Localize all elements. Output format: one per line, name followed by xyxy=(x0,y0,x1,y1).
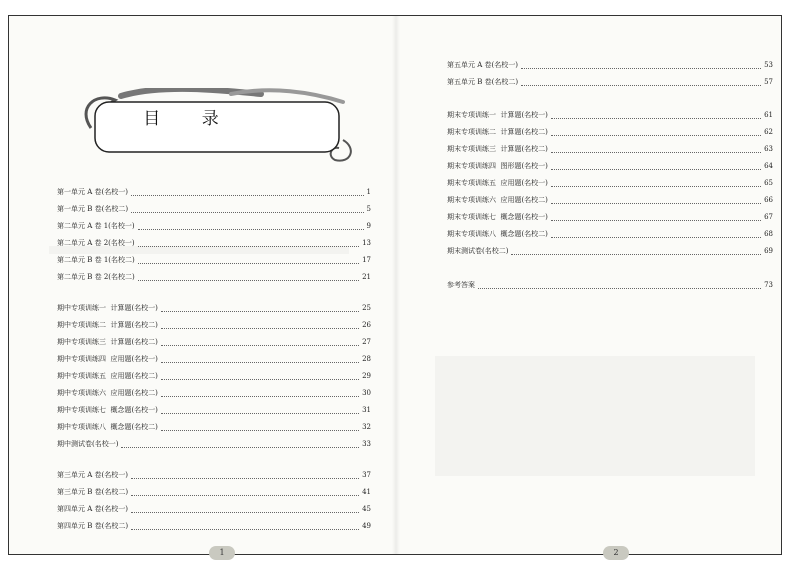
toc-entry-label: 第五单元 B 卷(名校二) xyxy=(447,78,519,86)
toc-leader-dots xyxy=(551,128,761,136)
toc-entry-label: 第一单元 B 卷(名校二) xyxy=(57,205,129,213)
toc-leader-dots xyxy=(551,230,761,238)
toc-entry xyxy=(57,502,371,516)
toc-entry-page: 21 xyxy=(362,273,371,281)
toc-entry-label: 期末专项训练五 应用题(名校一) xyxy=(447,179,548,187)
toc-entry xyxy=(57,219,371,233)
toc-entry-page: 53 xyxy=(764,61,773,69)
toc-entry-page: 66 xyxy=(764,196,773,204)
toc-entry-label: 期末专项训练三 计算题(名校二) xyxy=(447,145,548,153)
toc-entry-page: 37 xyxy=(362,471,371,479)
toc-entry-page: 62 xyxy=(764,128,773,136)
left-page xyxy=(9,16,395,557)
toc-entry-page: 28 xyxy=(362,355,371,363)
toc-leader-dots xyxy=(551,213,761,221)
toc-entry-label: 期中专项训练七 概念题(名校一) xyxy=(57,406,158,414)
toc-leader-dots xyxy=(521,61,761,69)
toc-entry-page: 27 xyxy=(362,338,371,346)
toc-leader-dots xyxy=(138,222,364,230)
toc-entry-label: 第二单元 A 卷 1(名校一) xyxy=(57,222,135,230)
toc-entry-page: 57 xyxy=(764,78,773,86)
book-spread xyxy=(8,15,782,555)
toc-leader-dots xyxy=(161,338,359,346)
toc-entry xyxy=(447,244,773,258)
toc-leader-dots xyxy=(131,205,363,213)
toc-leader-dots xyxy=(138,239,359,247)
toc-entry-page: 29 xyxy=(362,372,371,380)
toc-entry-page: 9 xyxy=(366,222,371,230)
toc-leader-dots xyxy=(551,179,761,187)
toc-entry xyxy=(57,335,371,349)
toc-leader-dots xyxy=(161,406,359,414)
toc-entry xyxy=(447,176,773,190)
toc-entry xyxy=(447,210,773,224)
toc-entry-label: 期末专项训练七 概念题(名校一) xyxy=(447,213,548,221)
toc-entry xyxy=(57,420,371,434)
toc-entry-page: 67 xyxy=(764,213,773,221)
toc-entry-label: 第一单元 A 卷(名校一) xyxy=(57,188,128,196)
toc-leader-dots xyxy=(161,372,359,380)
toc-entry xyxy=(57,352,371,366)
toc-leader-dots xyxy=(138,256,359,264)
toc-entry xyxy=(57,437,371,451)
toc-entry-label: 期中测试卷(名校一) xyxy=(57,440,119,448)
toc-leader-dots xyxy=(131,505,359,513)
toc-entry xyxy=(57,468,371,482)
toc-entry xyxy=(447,125,773,139)
toc-entry-page: 64 xyxy=(764,162,773,170)
toc-entry xyxy=(57,301,371,315)
toc-entry xyxy=(57,519,371,533)
page-number: 1 xyxy=(209,546,235,560)
toc-entry xyxy=(57,318,371,332)
toc-entry xyxy=(447,75,773,89)
toc-entry-page: 5 xyxy=(366,205,371,213)
toc-entry-label: 期中专项训练三 计算题(名校二) xyxy=(57,338,158,346)
toc-entry-label: 期中专项训练二 计算题(名校二) xyxy=(57,321,158,329)
toc-entry-label: 期中专项训练八 概念题(名校二) xyxy=(57,423,158,431)
toc-entry-page: 33 xyxy=(362,440,371,448)
toc-entry-page: 25 xyxy=(362,304,371,312)
toc-entry-page: 41 xyxy=(362,488,371,496)
toc-entry-label: 第四单元 A 卷(名校一) xyxy=(57,505,128,513)
toc-entry-label: 期末专项训练四 图形题(名校一) xyxy=(447,162,548,170)
toc-entry-label: 期末专项训练二 计算题(名校二) xyxy=(447,128,548,136)
toc-entry xyxy=(447,159,773,173)
toc-leader-dots xyxy=(131,488,359,496)
toc-entry-page: 61 xyxy=(764,111,773,119)
toc-entry xyxy=(57,369,371,383)
toc-leader-dots xyxy=(131,471,359,479)
toc-entry-page: 17 xyxy=(362,256,371,264)
toc-entry-label: 第二单元 B 卷 2(名校二) xyxy=(57,273,135,281)
toc-entry-page: 63 xyxy=(764,145,773,153)
toc-entry xyxy=(57,202,371,216)
toc-entry xyxy=(57,485,371,499)
toc-entry-page: 26 xyxy=(362,321,371,329)
toc-entry-page: 31 xyxy=(362,406,371,414)
toc-entry-label: 第三单元 B 卷(名校二) xyxy=(57,488,129,496)
toc-entry-page: 1 xyxy=(366,188,371,196)
toc-leader-dots xyxy=(138,273,359,281)
toc-leader-dots xyxy=(161,423,359,431)
toc-entry-label: 参考答案 xyxy=(447,281,475,289)
toc-entry-label: 第五单元 A 卷(名校一) xyxy=(447,61,518,69)
toc-entry-label: 期中专项训练一 计算题(名校一) xyxy=(57,304,158,312)
toc-entry-label: 第四单元 B 卷(名校二) xyxy=(57,522,129,530)
toc-entry-label: 第三单元 A 卷(名校一) xyxy=(57,471,128,479)
toc-entry-label: 第二单元 A 卷 2(名校一) xyxy=(57,239,135,247)
toc-entry xyxy=(447,58,773,72)
toc-entry-label: 第二单元 B 卷 1(名校二) xyxy=(57,256,135,264)
toc-entry-page: 30 xyxy=(362,389,371,397)
toc-entry xyxy=(447,108,773,122)
toc-leader-dots xyxy=(478,281,761,289)
toc-entry xyxy=(57,185,371,199)
toc-entry-page: 45 xyxy=(362,505,371,513)
toc-entry-label: 期末专项训练一 计算题(名校一) xyxy=(447,111,548,119)
toc-leader-dots xyxy=(161,355,359,363)
toc-leader-dots xyxy=(161,389,359,397)
toc-entry-page: 73 xyxy=(764,281,773,289)
toc-leader-dots xyxy=(131,188,364,196)
toc-entry-page: 13 xyxy=(362,239,371,247)
page-number: 2 xyxy=(603,546,629,560)
toc-entry xyxy=(57,403,371,417)
toc-leader-dots xyxy=(551,145,761,153)
toc-leader-dots xyxy=(161,321,359,329)
toc-leader-dots xyxy=(131,522,359,530)
toc-entry xyxy=(57,270,371,284)
toc-entry xyxy=(447,227,773,241)
toc-entry xyxy=(447,193,773,207)
toc-entry-label: 期中专项训练六 应用题(名校二) xyxy=(57,389,158,397)
toc-leader-dots xyxy=(551,196,761,204)
toc-entry-page: 68 xyxy=(764,230,773,238)
toc-leader-dots xyxy=(551,111,761,119)
toc-leader-dots xyxy=(121,440,359,448)
toc-entry-label: 期末专项训练八 概念题(名校二) xyxy=(447,230,548,238)
toc-leader-dots xyxy=(521,78,761,86)
toc-entry xyxy=(57,253,371,267)
toc-entry-page: 65 xyxy=(764,179,773,187)
toc-entry xyxy=(57,386,371,400)
page-title: 目 录 xyxy=(143,109,237,129)
toc-leader-dots xyxy=(511,247,761,255)
toc-entry-page: 69 xyxy=(764,247,773,255)
toc-entry-page: 32 xyxy=(362,423,371,431)
toc-entry-label: 期末测试卷(名校二) xyxy=(447,247,509,255)
toc-leader-dots xyxy=(551,162,761,170)
toc-entry-label: 期末专项训练六 应用题(名校二) xyxy=(447,196,548,204)
toc-entry xyxy=(447,142,773,156)
right-page xyxy=(395,16,781,557)
toc-entry-label: 期中专项训练五 应用题(名校二) xyxy=(57,372,158,380)
toc-entry xyxy=(447,278,773,292)
toc-leader-dots xyxy=(161,304,359,312)
toc-entry-page: 49 xyxy=(362,522,371,530)
toc-entry xyxy=(57,236,371,250)
toc-entry-label: 期中专项训练四 应用题(名校一) xyxy=(57,355,158,363)
